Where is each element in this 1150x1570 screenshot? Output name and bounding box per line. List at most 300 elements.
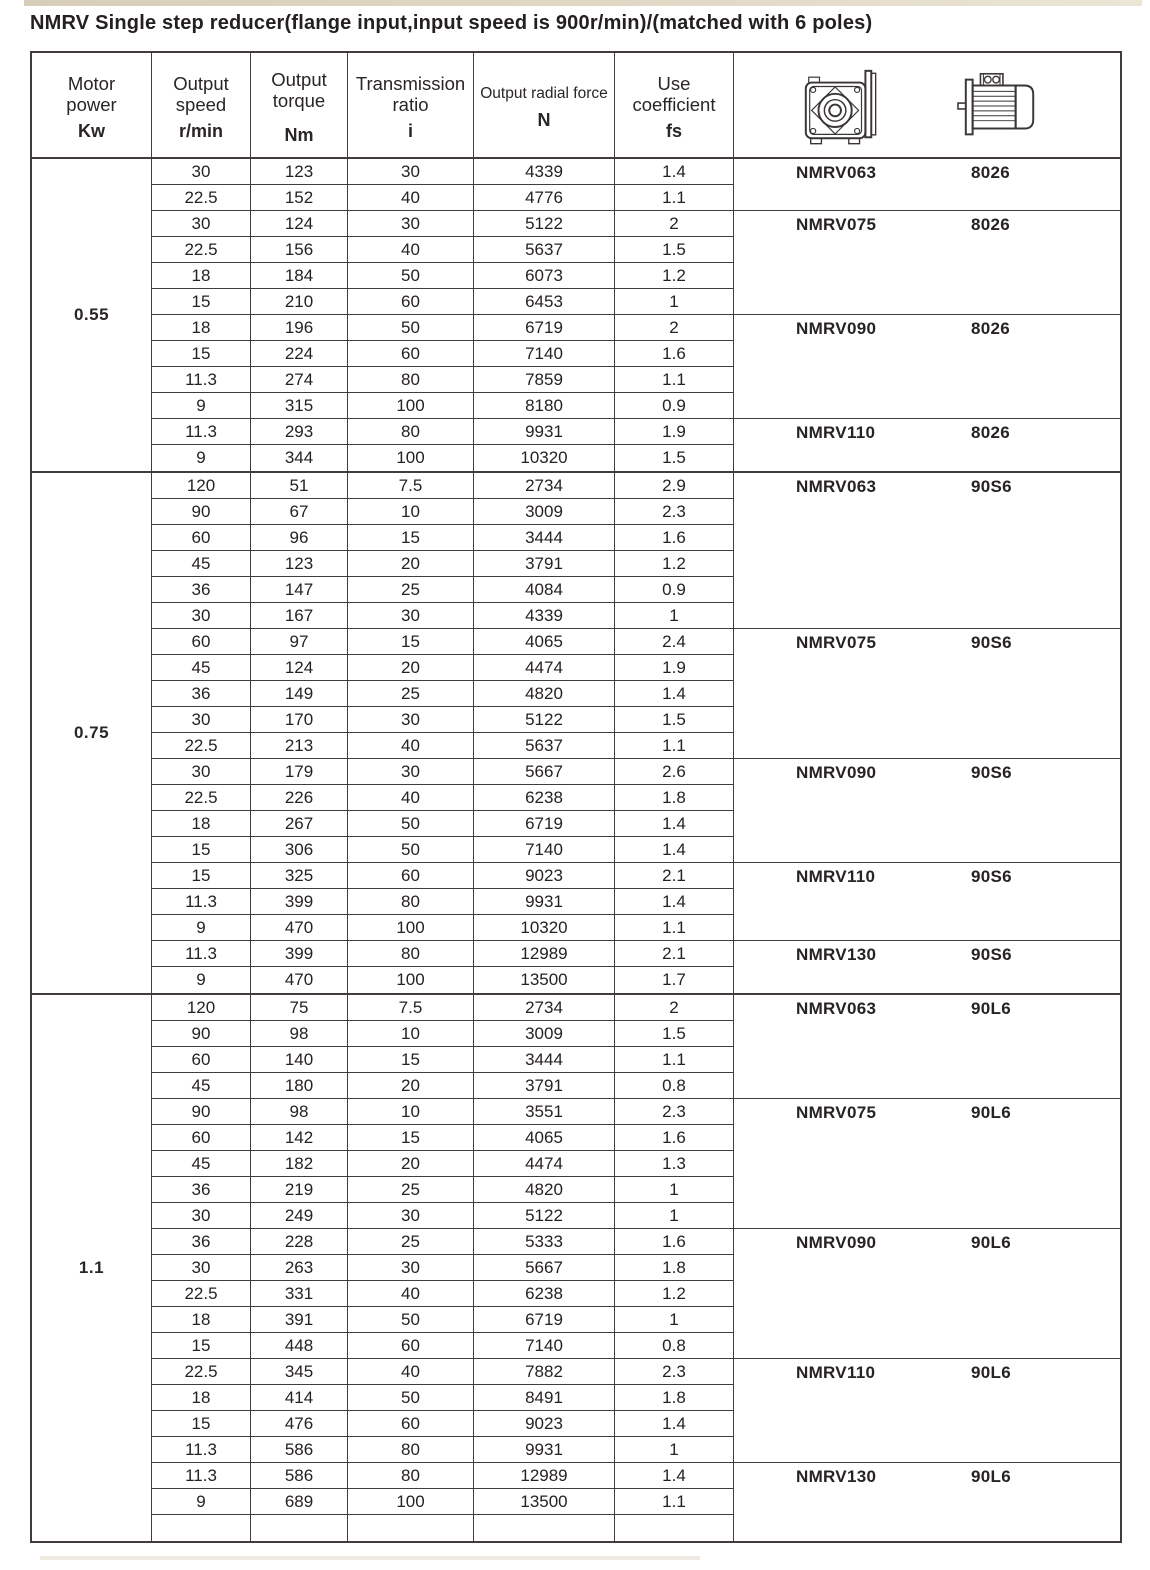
data-cell: 0.9 [615,577,734,603]
data-cell: 5667 [474,759,615,785]
data-cell: 50 [348,837,474,863]
data-cell: 97 [251,629,348,655]
reducer-model: NMRV130 [796,945,877,964]
data-cell: 5637 [474,733,615,759]
data-cell: 1 [615,1437,734,1463]
data-cell: 142 [251,1125,348,1151]
data-cell: 10 [348,499,474,525]
data-cell: 470 [251,915,348,941]
data-cell: 36 [152,1229,251,1255]
data-cell: 30 [348,211,474,237]
data-cell: 11.3 [152,889,251,915]
data-cell: 345 [251,1359,348,1385]
data-cell: 689 [251,1489,348,1515]
data-cell: 1.1 [615,185,734,211]
header-label: Output [271,69,327,90]
data-cell [474,1515,615,1541]
data-cell: 7140 [474,341,615,367]
data-cell: 1.5 [615,707,734,733]
data-cell: 80 [348,1437,474,1463]
data-cell [251,1515,348,1541]
data-cell: 2.6 [615,759,734,785]
motor-model: 90S6 [971,867,1012,886]
model-cell [734,941,1120,993]
data-cell: 9 [152,393,251,419]
data-cell: 22.5 [152,185,251,211]
data-cell: 15 [152,863,251,889]
data-cell: 391 [251,1307,348,1333]
data-cell: 120 [152,473,251,499]
data-cell: 5122 [474,211,615,237]
data-cell: 476 [251,1411,348,1437]
data-cell: 7.5 [348,995,474,1021]
data-cell: 6719 [474,1307,615,1333]
data-cell: 30 [152,707,251,733]
data-cell: 9 [152,967,251,993]
data-cell: 470 [251,967,348,993]
data-cell: 30 [348,603,474,629]
data-cell: 100 [348,1489,474,1515]
data-cell: 60 [348,1333,474,1359]
reducer-model: NMRV090 [796,763,877,782]
data-cell: 184 [251,263,348,289]
data-cell: 6238 [474,785,615,811]
data-cell: 1.8 [615,1385,734,1411]
data-cell: 2.3 [615,1099,734,1125]
data-cell: 1.1 [615,1489,734,1515]
data-cell: 1.9 [615,419,734,445]
data-cell: 10 [348,1021,474,1047]
data-cell: 25 [348,1229,474,1255]
model-cell [734,1463,1120,1541]
data-cell: 75 [251,995,348,1021]
data-cell: 2.3 [615,1359,734,1385]
data-cell: 196 [251,315,348,341]
model-cell [734,863,1120,941]
model-cell [734,1359,1120,1463]
data-cell: 5333 [474,1229,615,1255]
data-cell: 30 [152,159,251,185]
data-cell: 96 [251,525,348,551]
data-cell: 448 [251,1333,348,1359]
data-cell: 90 [152,1099,251,1125]
data-cell: 1.5 [615,445,734,471]
data-cell: 30 [152,759,251,785]
data-cell: 30 [348,1203,474,1229]
scan-artifact-strip-bottom [40,1556,700,1560]
data-cell: 10320 [474,915,615,941]
data-cell: 315 [251,393,348,419]
data-cell: 36 [152,577,251,603]
data-cell: 8180 [474,393,615,419]
data-cell: 90 [152,499,251,525]
header-use-coefficient [615,53,734,157]
data-cell: 152 [251,185,348,211]
data-cell: 1.5 [615,237,734,263]
data-cell: 6719 [474,315,615,341]
data-cell: 7882 [474,1359,615,1385]
model-cell [734,995,1120,1099]
data-cell: 20 [348,551,474,577]
data-cell: 50 [348,315,474,341]
data-cell: 18 [152,1307,251,1333]
data-cell: 25 [348,681,474,707]
data-cell: 100 [348,393,474,419]
data-cell: 45 [152,551,251,577]
data-cell: 1.4 [615,681,734,707]
data-cell: 10 [348,1099,474,1125]
data-cell: 18 [152,315,251,341]
model-cell [734,1099,1120,1229]
page-title: NMRV Single step reducer(flange input,input speed is 900r/min)/(matched with 6 poles) [30,12,873,34]
model-cell [734,1229,1120,1359]
data-cell: 147 [251,577,348,603]
data-cell: 22.5 [152,733,251,759]
data-cell: 267 [251,811,348,837]
data-cell: 1 [615,1307,734,1333]
data-cell: 6073 [474,263,615,289]
data-cell: 7859 [474,367,615,393]
data-cell: 4820 [474,681,615,707]
header-output-speed [152,53,251,157]
model-cell [734,473,1120,629]
data-cell: 1.5 [615,1021,734,1047]
reducer-model: NMRV090 [796,319,877,338]
data-cell: 15 [152,1411,251,1437]
header-unit: Nm [284,125,314,145]
data-cell [152,1515,251,1541]
motor-model: 90L6 [971,1363,1011,1382]
header-transmission-ratio [348,53,474,157]
data-cell: 344 [251,445,348,471]
motor-model: 90S6 [971,477,1012,496]
data-cell: 80 [348,889,474,915]
data-cell: 263 [251,1255,348,1281]
header-label: ratio [392,94,429,115]
data-cell: 30 [348,707,474,733]
data-cell: 20 [348,1151,474,1177]
data-cell: 98 [251,1021,348,1047]
motor-power-value: 1.1 [32,995,152,1541]
data-cell: 156 [251,237,348,263]
data-cell: 1.8 [615,1255,734,1281]
data-cell: 98 [251,1099,348,1125]
data-cell: 60 [152,1125,251,1151]
data-cell: 0.9 [615,393,734,419]
data-cell: 80 [348,419,474,445]
data-cell: 2.3 [615,499,734,525]
data-cell: 45 [152,1151,251,1177]
data-cell: 11.3 [152,941,251,967]
data-cell: 9 [152,915,251,941]
data-cell: 2 [615,315,734,341]
data-cell: 1.1 [615,1047,734,1073]
data-cell [348,1515,474,1541]
motor-model: 8026 [971,215,1011,234]
data-cell: 5122 [474,1203,615,1229]
data-cell: 12989 [474,1463,615,1489]
data-cell: 1.4 [615,159,734,185]
motor-model: 90L6 [971,999,1011,1018]
data-cell: 3009 [474,499,615,525]
data-cell: 6719 [474,811,615,837]
data-cell: 4474 [474,655,615,681]
header-label: Output [173,73,229,94]
data-cell: 40 [348,1359,474,1385]
data-cell: 8491 [474,1385,615,1411]
data-cell: 60 [348,1411,474,1437]
header-unit: i [407,121,413,141]
data-cell: 80 [348,1463,474,1489]
data-cell: 6238 [474,1281,615,1307]
data-cell: 9023 [474,1411,615,1437]
data-cell: 50 [348,811,474,837]
data-cell: 1.4 [615,1411,734,1437]
data-cell: 1.2 [615,263,734,289]
model-cell [734,211,1120,315]
data-cell: 226 [251,785,348,811]
data-cell: 15 [152,289,251,315]
reducer-model: NMRV063 [796,999,877,1018]
section-0.55kw [32,159,1120,471]
data-cell: 9 [152,445,251,471]
data-cell: 15 [152,837,251,863]
data-cell: 25 [348,577,474,603]
data-cell: 80 [348,367,474,393]
motor-model: 90L6 [971,1467,1011,1486]
data-cell: 7140 [474,1333,615,1359]
reducer-model: NMRV130 [796,1467,877,1486]
data-cell: 3791 [474,1073,615,1099]
data-cell: 30 [348,1255,474,1281]
header-models [734,53,1120,157]
data-cell: 11.3 [152,367,251,393]
data-cell: 30 [152,1255,251,1281]
header-output-radial-force [474,53,615,157]
data-cell: 1.2 [615,551,734,577]
header-label: Use [657,73,691,94]
data-cell: 60 [348,863,474,889]
data-cell: 10320 [474,445,615,471]
data-cell: 9931 [474,1437,615,1463]
scan-artifact-strip [24,0,1142,6]
data-cell: 1.4 [615,811,734,837]
section-1.1kw [32,993,1120,1541]
data-cell: 249 [251,1203,348,1229]
data-cell: 4820 [474,1177,615,1203]
header-label: Output radial force [480,85,608,102]
data-cell: 1 [615,1203,734,1229]
data-cell: 399 [251,941,348,967]
data-cell: 1 [615,289,734,315]
model-cell [734,159,1120,211]
data-cell: 7140 [474,837,615,863]
reducer-model: NMRV063 [796,477,877,496]
data-cell: 30 [152,603,251,629]
motor-model: 90S6 [971,633,1012,652]
data-cell: 120 [152,995,251,1021]
data-cell: 4339 [474,603,615,629]
data-cell: 45 [152,1073,251,1099]
section-0.75kw [32,471,1120,993]
data-cell: 15 [348,1047,474,1073]
data-cell: 30 [348,759,474,785]
data-cell: 124 [251,211,348,237]
motor-model: 8026 [971,163,1011,182]
header-unit: fs [665,121,682,141]
data-cell: 36 [152,681,251,707]
data-cell: 4776 [474,185,615,211]
data-cell: 1.8 [615,785,734,811]
reducer-model: NMRV075 [796,633,877,652]
data-cell: 213 [251,733,348,759]
data-cell: 3444 [474,1047,615,1073]
data-cell: 30 [152,211,251,237]
data-cell: 2 [615,995,734,1021]
data-cell: 7.5 [348,473,474,499]
data-cell: 2.9 [615,473,734,499]
data-cell: 50 [348,1385,474,1411]
header-unit: Kw [78,121,105,141]
data-cell: 4084 [474,577,615,603]
data-cell: 67 [251,499,348,525]
header-label: speed [175,94,227,115]
data-cell: 2 [615,211,734,237]
motor-power-value: 0.55 [32,159,152,471]
data-cell: 2.4 [615,629,734,655]
data-cell: 3009 [474,1021,615,1047]
data-cell: 2.1 [615,941,734,967]
data-cell: 325 [251,863,348,889]
model-cell [734,629,1120,759]
data-cell: 331 [251,1281,348,1307]
data-cell: 3791 [474,551,615,577]
data-cell: 13500 [474,967,615,993]
data-cell: 9023 [474,863,615,889]
reducer-model: NMRV090 [796,1233,877,1252]
data-cell: 5667 [474,1255,615,1281]
data-cell: 123 [251,551,348,577]
data-cell: 1 [615,1177,734,1203]
data-cell: 40 [348,733,474,759]
motor-model: 90S6 [971,763,1012,782]
data-cell: 180 [251,1073,348,1099]
reducer-model: NMRV075 [796,215,877,234]
data-cell: 1.9 [615,655,734,681]
data-cell: 100 [348,967,474,993]
header-label: coefficient [632,94,716,115]
header-label: torque [272,90,326,111]
data-cell: 1.4 [615,837,734,863]
data-cell: 22.5 [152,1359,251,1385]
data-cell: 3444 [474,525,615,551]
data-cell: 170 [251,707,348,733]
data-cell: 20 [348,655,474,681]
data-cell: 0.8 [615,1073,734,1099]
data-cell: 306 [251,837,348,863]
data-cell: 22.5 [152,1281,251,1307]
header-label: Motor [67,73,116,94]
reducer-model: NMRV110 [796,867,876,886]
data-cell: 179 [251,759,348,785]
data-cell: 123 [251,159,348,185]
data-cell: 4339 [474,159,615,185]
data-cell: 22.5 [152,237,251,263]
data-cell: 293 [251,419,348,445]
motor-power-value: 0.75 [32,473,152,993]
data-cell: 100 [348,915,474,941]
data-cell: 22.5 [152,785,251,811]
data-cell: 1 [615,603,734,629]
header-motor-power [32,53,152,157]
data-cell: 5122 [474,707,615,733]
data-cell: 51 [251,473,348,499]
data-cell: 30 [152,1203,251,1229]
data-cell: 1.6 [615,1125,734,1151]
data-cell: 11.3 [152,419,251,445]
motor-model: 8026 [971,423,1011,442]
data-cell: 1.6 [615,1229,734,1255]
data-cell: 414 [251,1385,348,1411]
data-cell: 45 [152,655,251,681]
worm-gearbox-icon [796,67,884,147]
data-cell: 182 [251,1151,348,1177]
data-cell: 60 [348,289,474,315]
data-cell: 60 [152,525,251,551]
data-cell: 11.3 [152,1437,251,1463]
reducer-model: NMRV110 [796,423,876,442]
data-cell: 12989 [474,941,615,967]
data-cell: 2734 [474,995,615,1021]
electric-motor-icon [956,67,1044,147]
data-cell: 18 [152,811,251,837]
data-cell: 36 [152,1177,251,1203]
data-cell: 4065 [474,629,615,655]
model-cell [734,759,1120,863]
model-cell [734,419,1120,471]
motor-model: 90L6 [971,1233,1011,1252]
data-cell: 15 [348,525,474,551]
data-cell: 274 [251,367,348,393]
table-body [32,159,1120,1541]
data-cell: 5637 [474,237,615,263]
data-cell: 1.4 [615,889,734,915]
reducer-model: NMRV110 [796,1363,876,1382]
reducer-model: NMRV063 [796,163,877,182]
motor-model: 90S6 [971,945,1012,964]
data-cell: 90 [152,1021,251,1047]
header-unit: N [537,110,551,130]
header-label: Transmission [355,73,466,94]
data-cell: 60 [348,341,474,367]
data-cell: 11.3 [152,1463,251,1489]
data-cell: 210 [251,289,348,315]
data-cell: 9 [152,1489,251,1515]
data-cell: 3551 [474,1099,615,1125]
data-cell: 167 [251,603,348,629]
data-cell: 60 [152,1047,251,1073]
data-cell: 149 [251,681,348,707]
data-cell: 30 [348,159,474,185]
data-cell: 1.1 [615,733,734,759]
model-cell [734,315,1120,419]
data-cell: 80 [348,941,474,967]
data-cell: 15 [348,1125,474,1151]
data-cell: 1.6 [615,341,734,367]
data-cell: 15 [152,1333,251,1359]
header-unit: r/min [178,121,223,141]
table-header [32,53,1120,159]
